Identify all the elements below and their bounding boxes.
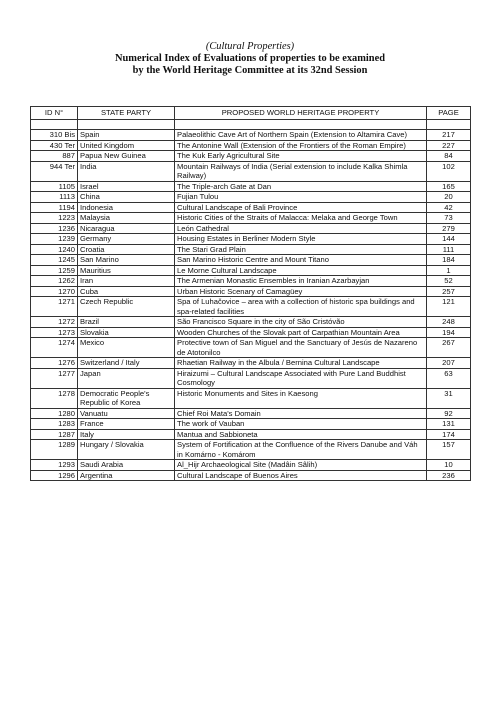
cell-id: 1289 [31,440,78,460]
cell-property: Cultural Landscape of Buenos Aires [175,470,427,481]
cell-state-party: Croatia [78,244,175,255]
cell-id: 1223 [31,213,78,224]
cell-page: 207 [427,358,471,369]
cell-state-party: Cuba [78,286,175,297]
cell-page: 227 [427,140,471,151]
cell-state-party: Switzerland / Italy [78,358,175,369]
cell-property: Spa of Luhačovice – area with a collection of historic spa buildings and spa-related facilities [175,297,427,317]
cell-state-party: Papua New Guinea [78,151,175,162]
cell-state-party: Japan [78,368,175,388]
cell-page: 73 [427,213,471,224]
cell-property: The Kuk Early Agricultural Site [175,151,427,162]
cell-page: 248 [427,317,471,328]
cell-property: Mountain Railways of India (Serial extension to include Kalka Shimla Railway) [175,161,427,181]
cell-state-party: Malaysia [78,213,175,224]
cell-id: 1278 [31,388,78,408]
cell-id: 1272 [31,317,78,328]
cell-property: Historic Cities of the Straits of Malacca: Melaka and George Town [175,213,427,224]
table-row [31,202,471,213]
cell-property: Al_Hijr Archaeological Site (Madâin Sâlih) [175,460,427,471]
cell-page: 42 [427,202,471,213]
cell-id: 1276 [31,358,78,369]
table-row [31,276,471,287]
cell-property: The Triple-arch Gate at Dan [175,181,427,192]
table-row [31,181,471,192]
cell-property: Historic Monuments and Sites in Kaesong [175,388,427,408]
table-row [31,408,471,419]
cell-page: 1 [427,265,471,276]
table-row [31,265,471,276]
cell-property: Protective town of San Miguel and the Sanctuary of Jesús de Nazareno de Atotonilco [175,338,427,358]
cell-state-party: Spain [78,130,175,141]
table-row [31,297,471,317]
cell-state-party: Hungary / Slovakia [78,440,175,460]
cell-property: Fujian Tulou [175,192,427,203]
cell-id: 1113 [31,192,78,203]
cell-state-party: Slovakia [78,327,175,338]
cell-id: 1273 [31,327,78,338]
table-row [31,470,471,481]
properties-index-table [30,106,471,481]
table-row [31,419,471,430]
column-header-property: PROPOSED WORLD HERITAGE PROPERTY [175,107,427,120]
table-row [31,440,471,460]
table-row [31,244,471,255]
cell-page: 84 [427,151,471,162]
cell-state-party: Italy [78,429,175,440]
cell-page: 92 [427,408,471,419]
cell-state-party: Czech Republic [78,297,175,317]
cell-page: 236 [427,470,471,481]
cell-state-party: India [78,161,175,181]
column-header-state-party: STATE PARTY [78,107,175,120]
cell-state-party: Nicaragua [78,223,175,234]
table-row [31,338,471,358]
column-header-page: PAGE [427,107,471,120]
cell-property: São Francisco Square in the city of São Cristóvão [175,317,427,328]
cell-id: 1240 [31,244,78,255]
cell-property: Wooden Churches of the Slovak part of Carpathian Mountain Area [175,327,427,338]
cell-page: 131 [427,419,471,430]
cell-id: 1270 [31,286,78,297]
table-row [31,327,471,338]
cell-page: 157 [427,440,471,460]
cell-id: 1245 [31,255,78,266]
table-row [31,286,471,297]
cell-property: System of Fortification at the Confluence of the Rivers Danube and Váh in Komárno - Komárom [175,440,427,460]
cell-id: 310 Bis [31,130,78,141]
spacer-cell [31,120,78,130]
cell-property: Mantua and Sabbioneta [175,429,427,440]
cell-property: Urban Historic Scenary of Camagüey [175,286,427,297]
table-row [31,140,471,151]
table-row [31,234,471,245]
cell-state-party: Germany [78,234,175,245]
cell-id: 1271 [31,297,78,317]
cell-state-party: China [78,192,175,203]
table-row [31,223,471,234]
table-row [31,161,471,181]
cell-state-party: Iran [78,276,175,287]
table-row [31,255,471,266]
cell-property: The work of Vauban [175,419,427,430]
table-row [31,368,471,388]
cell-state-party: Argentina [78,470,175,481]
table-header-row [31,107,471,120]
cell-id: 1277 [31,368,78,388]
table-row [31,151,471,162]
document-title-line-2: by the World Heritage Committee at its 32nd Session [132,65,368,76]
cell-property: The Antonine Wall (Extension of the Frontiers of the Roman Empire) [175,140,427,151]
cell-id: 1259 [31,265,78,276]
cell-state-party: Mauritius [78,265,175,276]
column-header-id: ID N° [31,107,78,120]
spacer-cell [427,120,471,130]
table-row [31,388,471,408]
cell-page: 121 [427,297,471,317]
cell-page: 257 [427,286,471,297]
cell-id: 430 Ter [31,140,78,151]
table-row [31,460,471,471]
cell-page: 184 [427,255,471,266]
cell-state-party: San Marino [78,255,175,266]
table-row [31,213,471,224]
table-row [31,358,471,369]
cell-property: The Stari Grad Plain [175,244,427,255]
cell-id: 887 [31,151,78,162]
cell-property: Le Morne Cultural Landscape [175,265,427,276]
cell-state-party: Mexico [78,338,175,358]
cell-state-party: Brazil [78,317,175,328]
table-row [31,317,471,328]
cell-state-party: Democratic People's Republic of Korea [78,388,175,408]
cell-page: 267 [427,338,471,358]
cell-page: 165 [427,181,471,192]
cell-page: 144 [427,234,471,245]
spacer-cell [175,120,427,130]
cell-property: Cultural Landscape of Bali Province [175,202,427,213]
cell-property: Rhaetian Railway in the Albula / Bernina Cultural Landscape [175,358,427,369]
cell-id: 1296 [31,470,78,481]
cell-page: 20 [427,192,471,203]
cell-state-party: Vanuatu [78,408,175,419]
spacer-cell [78,120,175,130]
cell-page: 111 [427,244,471,255]
table-row [31,192,471,203]
cell-property: The Armenian Monastic Ensembles in Iranian Azarbayjan [175,276,427,287]
cell-id: 1287 [31,429,78,440]
document-subtitle: (Cultural Properties) [205,41,295,52]
cell-id: 1274 [31,338,78,358]
cell-id: 1293 [31,460,78,471]
cell-id: 1283 [31,419,78,430]
cell-page: 102 [427,161,471,181]
table-row [31,130,471,141]
cell-property: San Marino Historic Centre and Mount Titano [175,255,427,266]
cell-property: Palaeolithic Cave Art of Northern Spain (Extension to Altamira Cave) [175,130,427,141]
cell-id: 1239 [31,234,78,245]
cell-page: 63 [427,368,471,388]
cell-id: 1262 [31,276,78,287]
cell-page: 10 [427,460,471,471]
cell-state-party: Saudi Arabia [78,460,175,471]
cell-page: 31 [427,388,471,408]
cell-property: León Cathedral [175,223,427,234]
cell-id: 1236 [31,223,78,234]
cell-property: Hiraizumi – Cultural Landscape Associated with Pure Land Buddhist Cosmology [175,368,427,388]
cell-state-party: Indonesia [78,202,175,213]
cell-page: 174 [427,429,471,440]
cell-id: 1280 [31,408,78,419]
document-header [0,41,500,77]
cell-property: Chief Roi Mata's Domain [175,408,427,419]
cell-property: Housing Estates in Berliner Modern Style [175,234,427,245]
cell-state-party: United Kingdom [78,140,175,151]
cell-page: 217 [427,130,471,141]
cell-id: 1105 [31,181,78,192]
cell-id: 1194 [31,202,78,213]
cell-state-party: Israel [78,181,175,192]
cell-page: 52 [427,276,471,287]
cell-page: 279 [427,223,471,234]
table-spacer-row [31,120,471,130]
table-row [31,429,471,440]
cell-id: 944 Ter [31,161,78,181]
cell-page: 194 [427,327,471,338]
document-title-line-1: Numerical Index of Evaluations of properties to be examined [115,53,385,64]
cell-state-party: France [78,419,175,430]
